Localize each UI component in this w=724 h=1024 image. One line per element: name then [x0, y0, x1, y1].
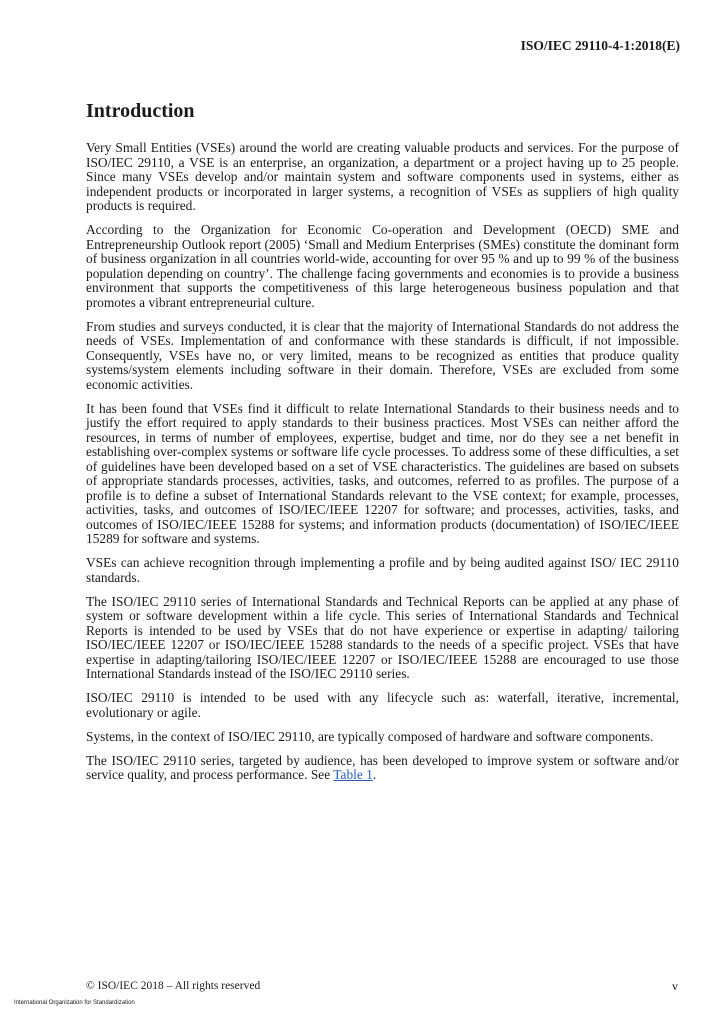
- section-title: Introduction: [86, 100, 195, 122]
- page-number: v: [672, 979, 678, 993]
- paragraph: From studies and surveys conducted, it is clear that the majority of International Standards do not address the needs of VSEs. Implementation of and conformance with these standards is difficult, if not impossible. Consequently, VSEs have no, or very limited, means to be recognized as entities that produce quality systems/system elements including software in their domain. Therefore, VSEs are excluded from some economic activities.: [86, 318, 679, 392]
- paragraph: It has been found that VSEs find it difficult to relate International Standards to their business needs and to justify the effort required to apply standards to their business practices. Most VSEs can neither afford the resources, in terms of number of employees, expertise, budget and time, nor do they see a net benefit in establishing over-complex systems or software life cycle processes. To address some of these difficulties, a set of guidelines have been developed based on a set of VSE characteristics. The guidelines are based on subsets of appropriate standards processes, activities, tasks, and outcomes, referred to as profiles. The purpose of a profile is to define a subset of International Standards relevant to the VSE context; for example, processes, activities, tasks, and outcomes of ISO/IEC/IEEE 12207 for software; and processes, activities, tasks, and outcomes of ISO/IEC/IEEE 15288 for systems; and information products (documentation) of ISO/IEC/IEEE 15289 for software and systems.: [86, 400, 679, 546]
- footer-organization: International Organization for Standardization: [14, 1000, 135, 1006]
- paragraph: The ISO/IEC 29110 series of International Standards and Technical Reports can be applied at any phase of system or software development within a life cycle. This series of International Standards and Technical Reports is intended to be used by VSEs that do not have experience or expertise in adapting/ tailoring ISO/IEC/IEEE 12207 or ISO/IEC/IEEE 15288 standards to the needs of a specific project. VSEs that have expertise in adapting/tailoring ISO/IEC/IEEE 12207 or ISO/IEC/IEEE 15288 are encouraged to use those International Standards instead of the ISO/IEC 29110 series.: [86, 593, 679, 681]
- paragraph-text: The ISO/IEC 29110 series, targeted by audience, has been developed to improve system or software and/or service quality, and process performance. See: [86, 752, 679, 782]
- table-1-link[interactable]: Table 1: [333, 767, 373, 782]
- paragraph: Very Small Entities (VSEs) around the world are creating valuable products and services. For the purpose of ISO/IEC 29110, a VSE is an enterprise, an organization, a department or a project having up to 25 people. Since many VSEs develop and/or maintain system and software components used in systems, either as independent products or incorporated in larger systems, a recognition of VSEs as suppliers of high quality products is required.: [86, 140, 679, 213]
- paragraph: Systems, in the context of ISO/IEC 29110, are typically composed of hardware and software components.: [86, 728, 654, 744]
- footer-copyright: © ISO/IEC 2018 – All rights reserved: [86, 980, 261, 992]
- document-id-header: ISO/IEC 29110-4-1:2018(E): [520, 38, 680, 53]
- paragraph-end: .: [372, 767, 377, 782]
- paragraph: According to the Organization for Economic Co-operation and Development (OECD) SME and Entrepreneurship Outlook report (2005) ‘Small and Medium Enterprises (SMEs) constitute the dominant form of business organization in all countries world-wide, accounting for over 95 % and up to 99 % of the business population depending on country’. The challenge facing governments and economies is to provide a business environment that supports the competitiveness of this large heterogeneous business population and that promotes a vibrant entrepreneurial culture.: [86, 222, 679, 310]
- paragraph: ISO/IEC 29110 is intended to be used with any lifecycle such as: waterfall, iterative, incremental, evolutionary or agile.: [86, 690, 679, 720]
- document-body: [86, 141, 679, 792]
- paragraph: VSEs can achieve recognition through implementing a profile and by being audited against ISO/ IEC 29110 standards.: [86, 555, 679, 585]
- paragraph: [86, 754, 679, 783]
